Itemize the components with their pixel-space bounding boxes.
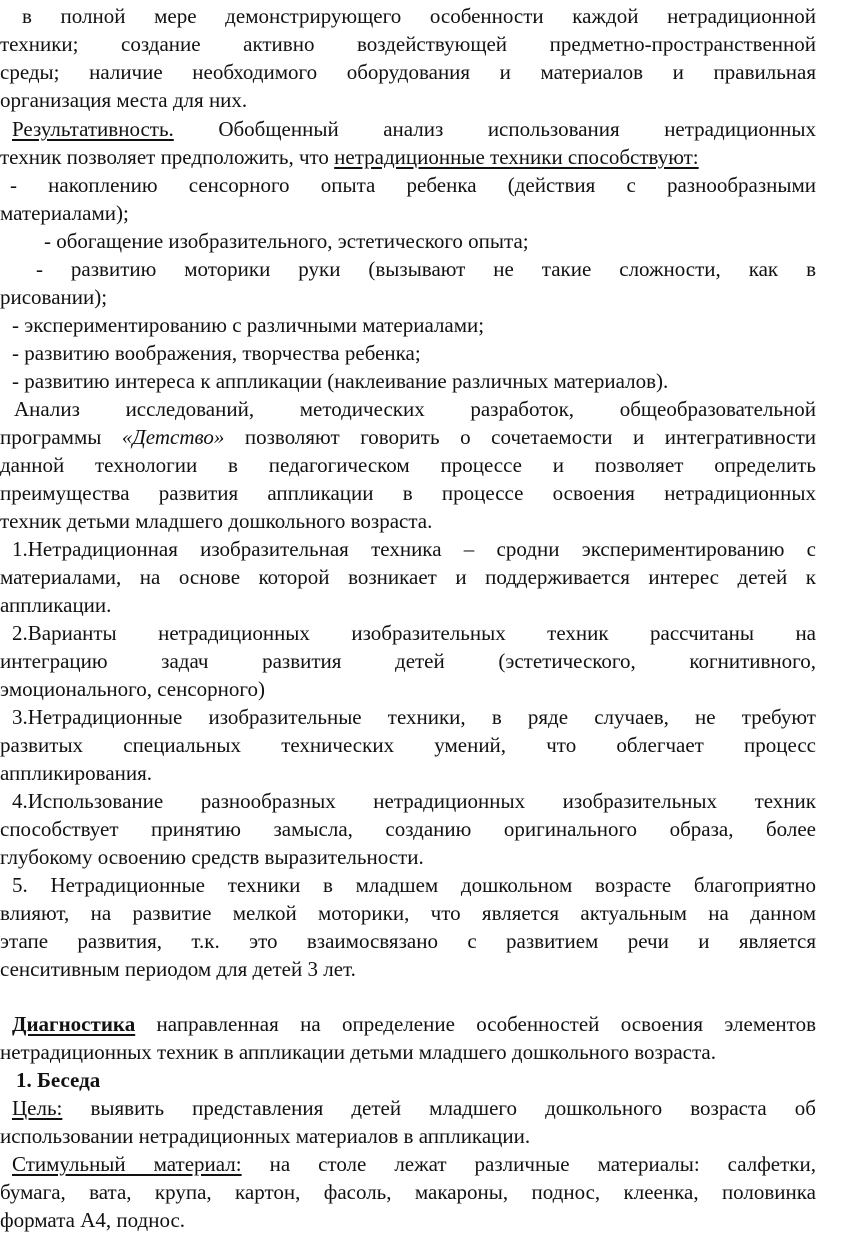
list-item: - накоплению сенсорного опыта ребенка (действия с разнообразными: [10, 173, 816, 197]
text-line: этапе развития, т.к. это взаимосвязано с развитием речи и является: [0, 929, 816, 953]
list-item: - экспериментированию с различными материалами;: [12, 313, 485, 337]
goal-label: Цель:: [12, 1096, 63, 1120]
list-item: - обогащение изобразительного, эстетического опыта;: [44, 229, 529, 253]
list-item-continued: рисовании);: [0, 285, 108, 309]
text-line: техники; создание активно воздействующей предметно-пространственной: [0, 32, 816, 56]
text-line: использовании нетрадиционных материалов в аппликации.: [0, 1124, 531, 1148]
results-heading: Результативность.: [12, 117, 174, 141]
text-line: бумага, вата, крупа, картон, фасоль, макароны, поднос, клеенка, половинка: [0, 1180, 816, 1204]
list-item: - развитию интереса к аппликации (наклеивание различных материалов).: [12, 369, 669, 393]
text-run: на столе лежат различные материалы: салфетки,: [241, 1152, 816, 1176]
underlined-phrase: нетрадиционные техники способствуют:: [334, 145, 699, 169]
text-line: нетрадиционных техник в аппликации детьми младшего дошкольного возраста.: [0, 1040, 716, 1064]
text-line: аппликирования.: [0, 761, 153, 785]
text-line: [0, 1094, 816, 1122]
text-line: развитых специальных технических умений, что облегчает процесс: [0, 733, 816, 757]
text-line: организация места для них.: [0, 88, 248, 112]
text-line: преимущества развития аппликации в процессе освоения нетрадиционных: [0, 481, 816, 505]
text-line: влияют, на развитие мелкой моторики, что является актуальным на данном: [0, 901, 816, 925]
text-line: способствует принятию замысла, созданию оригинального образа, более: [0, 817, 816, 841]
text-line: среды; наличие необходимого оборудования и материалов и правильная: [0, 60, 816, 84]
numbered-item: 4.Использование разнообразных нетрадиционных изобразительных техник: [12, 789, 816, 813]
list-item-continued: материалами);: [0, 201, 129, 225]
section-heading: 1. Беседа: [16, 1068, 101, 1092]
text-line: [0, 423, 816, 451]
text-line: сенситивным периодом для детей 3 лет.: [0, 957, 356, 981]
list-item: - развитию воображения, творчества ребенка;: [12, 341, 421, 365]
text-line: [0, 143, 816, 171]
diagnostics-heading: Диагностика: [12, 1012, 136, 1036]
stimulus-label: Стимульный материал:: [12, 1152, 242, 1176]
text-line-partial: формата А4, поднос.: [0, 1208, 186, 1232]
program-name: «Детство»: [121, 425, 225, 449]
text-line: аппликации.: [0, 593, 112, 617]
text-run: техник позволяет предположить, что: [0, 145, 335, 169]
numbered-item: 3.Нетрадиционные изобразительные техники, в ряде случаев, не требуют: [12, 705, 816, 729]
text-line: глубокому освоению средств выразительности.: [0, 845, 424, 869]
list-item: - развитию моторики руки (вызывают не такие сложности, как в: [36, 257, 816, 281]
text-line: [0, 115, 816, 143]
text-run: направленная на определение особенностей освоения элементов: [135, 1012, 816, 1036]
text-line: техник детьми младшего дошкольного возраста.: [0, 509, 433, 533]
text-run: программы: [0, 425, 122, 449]
text-line: Анализ исследований, методических разработок, общеобразовательной: [14, 397, 816, 421]
text-line: материалами, на основе которой возникает и поддерживается интерес детей к: [0, 565, 816, 589]
numbered-item: 2.Варианты нетрадиционных изобразительных техник рассчитаны на: [12, 621, 816, 645]
text-line: в полной мере демонстрирующего особенности каждой нетрадиционной: [22, 4, 816, 28]
text-run: выявить представления детей младшего дошкольного возраста об: [62, 1096, 816, 1120]
text-run: Обобщенный анализ использования нетрадиционных: [173, 117, 816, 141]
numbered-item: 1.Нетрадиционная изобразительная техника – сродни экспериментированию с: [12, 537, 816, 561]
text-line: [0, 1010, 816, 1038]
text-run: позволяют говорить о сочетаемости и интегративности: [224, 425, 816, 449]
text-line: [0, 1150, 816, 1178]
text-line: эмоционального, сенсорного): [0, 677, 266, 701]
text-line: данной технологии в педагогическом процессе и позволяет определить: [0, 453, 816, 477]
text-line: интеграцию задач развития детей (эстетического, когнитивного,: [0, 649, 816, 673]
numbered-item: 5. Нетрадиционные техники в младшем дошкольном возрасте благоприятно: [12, 873, 816, 897]
